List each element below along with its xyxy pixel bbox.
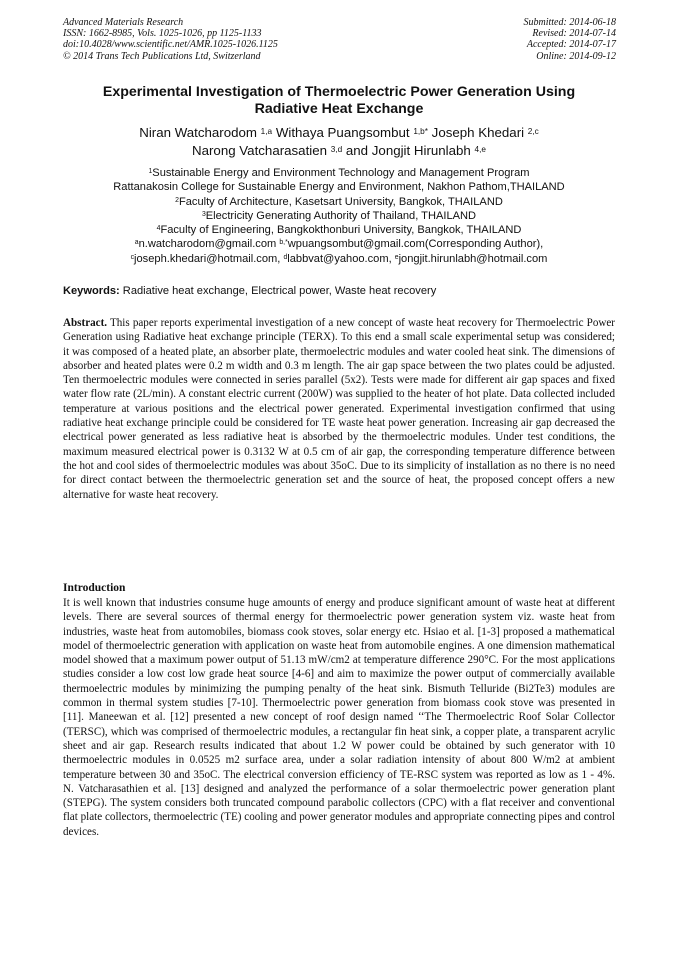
author-affil-mark: 4,e — [474, 144, 486, 154]
title-line: Experimental Investigation of Thermoelectric Power Generation Using — [102, 84, 576, 100]
affiliation-3: $^3$Electricity Generating Authority of Thailand, THAILAND — [201, 209, 477, 222]
author-name: Joseph Khedari — [431, 125, 525, 140]
email-link[interactable]: jongjit.hirunlabh@hotmail.com — [398, 252, 548, 265]
affiliation-list — [30, 166, 648, 266]
email-link[interactable]: n.watcharodom@gmail.com — [138, 238, 277, 251]
author-affil-mark: 3,d — [330, 144, 343, 154]
keywords-text: Radiative heat exchange, Electrical power, Waste heat recovery — [119, 285, 437, 297]
affiliation-2: $^2$Faculty of Architecture, Kasetsart University, Bangkok, THAILAND — [175, 195, 503, 208]
title-line: Radiative Heat Exchange — [254, 101, 424, 117]
date-accepted: Accepted: 2014-07-17 — [526, 39, 616, 51]
author-name: and Jongjit Hirunlabh — [345, 143, 471, 158]
author-name: Narong Vatcharasatien — [192, 143, 328, 158]
section-heading-introduction: Introduction — [63, 582, 126, 594]
publication-dates — [524, 17, 617, 62]
author-affil-mark: 1,a — [260, 126, 273, 136]
email-link[interactable]: wpuangsombut@gmail.com(Corresponding Author), — [287, 238, 544, 251]
email-link[interactable]: labbvat@yahoo.com, — [287, 252, 392, 265]
abstract-text: This paper reports experimental investigation of a new concept of waste heat recovery for Thermoelectric Power Generation using Radiative heat exchange principle (TERX). To this end a small scale experimental setup was considered; it was composed of a heated plate, an absorber plate, thermoelectric modules and water cooled heat sink. The dimensions of absorber and heated plates were 0.2 m width and 0.3 m length. The air gap space between the two plates could be adjusted. Ten thermoelectric modules were connected in series parallel (5x2). Tests were made for different air gap spaces and fixed water flow rate (2L/min). A constant electric current (200W) was supplied to the heater of hot plate. Data collected included temperature at various positions and the electrical power generated. Experimental investigation confirmed that using radiative heat exchange principle could be considered for TE waste heat power generation. Increasing air gap decreased the electrical power generated as less radiative heat is absorbed by the thermoelectric modules. Under test conditions, the maximum measured electrical power is 0.3132 W at 0.5 cm of air gap, the corresponding temperature difference between the hot and cool sides of thermoelectric modules was about 35oC. Due to its simplicity of installation as no there is no need for direct contact between the thermoelectric generation set and the source of heat, the proposed concept offers a new alternative for waste heat recovery. — [63, 317, 615, 501]
introduction-body — [63, 596, 615, 839]
paragraph: It is well known that industries consume huge amounts of energy and produce significant amount of waste heat at different levels. There are several sources of thermal energy for thermoelectric power generation system viz. waste heat from industries, waste heat from automobiles, biomass cook stoves, solar energy etc. Hsiao et al. [1-3] proposed a mathematical model of thermoelectric generation with application on waste heat from automobile engines. A one dimension mathematical model showed that a maximum power output of 51.13 mW/cm2 at temperature difference 290°C. For the most applications studies consider a low cost low grade heat source [4-6] and aim to maximize the power output of commercially available thermoelectric modules by minimizing the pumping penalty of the heat sink. Bismuth Telluride (Bi2Te3) modules are common in thermal system studies [7-10]. Thermoelectric power generation from biomass cook stove was presented in [11]. Maneewan et al. [12] presented a new concept of roof design named ‘‘The Thermoelectric Roof Solar Collector (TERSC), which was comprised of thermoelectric modules, a rectangular fin heat sink, a copper plate, a transparent acrylic sheet and air gap. Research results indicated that about 1.2 W power could be obtained by such generator with 10 thermoelectric modules in 0.0525 m2 surface area, under a solar radiation intensity of about 800 W/m2 at ambient temperature between 30 and 35oC. The electrical conversion efficiency of TE-RSC system was reported as low as 1 - 4%. N. Vatcharasathien et al. [13] designed and analyzed the performance of a solar thermoelectric power generation plant (STEPG). The system considers both truncated compound parabolic collectors (CPC) with a flat receiver and conventional flat plate collectors, thermoelectric (TE) cooling and power generator modules and appropriate connecting pipes and control devices. — [63, 597, 615, 838]
date-revised: Revised: 2014-07-14 — [532, 28, 616, 40]
journal-doi: doi:10.4028/www.scientific.net/AMR.1025-1026.1125 — [63, 39, 278, 51]
keywords — [63, 284, 623, 298]
email-line-1: $^a$n.watcharodom@gmail.com $^{b,*}$wpuangsombut@gmail.com(Corresponding Author), — [134, 238, 544, 251]
affiliation-4: $^4$Faculty of Engineering, Bangkokthonburi University, Bangkok, THAILAND — [156, 224, 522, 237]
journal-info — [63, 17, 278, 62]
abstract-label: Abstract. — [63, 317, 108, 329]
keywords-label: Keywords: — [63, 285, 120, 297]
author-list — [40, 124, 638, 160]
abstract — [63, 316, 615, 502]
date-online: Online: 2014-09-12 — [536, 50, 616, 62]
email-line-2: $^c$joseph.khedari@hotmail.com, $^d$labbvat@yahoo.com, $^e$jongjit.hirunlabh@hotmail.com — [130, 252, 548, 265]
author-affil-mark: 1,b* — [413, 126, 428, 136]
author-affil-mark: 2,c — [527, 126, 539, 136]
author-name: Niran Watcharodom — [139, 125, 257, 140]
date-submitted: Submitted: 2014-06-18 — [523, 17, 616, 28]
journal-name: Advanced Materials Research — [63, 17, 184, 28]
author-name: Withaya Puangsombut — [275, 125, 410, 140]
journal-issn: ISSN: 1662-8985, Vols. 1025-1026, pp 1125-1133 — [63, 28, 262, 40]
affiliation-1-cont: Rattanakosin College for Sustainable Energy and Environment, Nakhon Pathom,THAILAND — [113, 181, 565, 194]
email-link[interactable]: joseph.khedari@hotmail.com, — [134, 252, 281, 265]
affiliation-1: $^1$Sustainable Energy and Environment Technology and Management Program — [148, 167, 530, 179]
journal-copyright: © 2014 Trans Tech Publications Ltd, Switzerland — [63, 50, 261, 62]
paper-title — [50, 84, 628, 118]
